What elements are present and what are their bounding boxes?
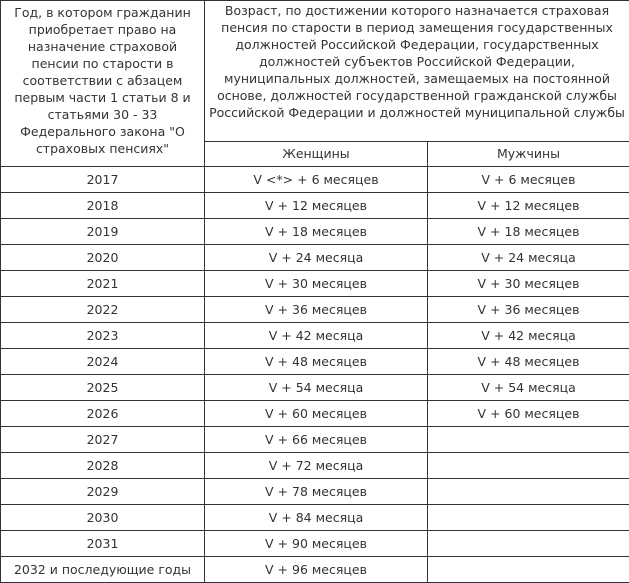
men-cell [428,479,629,505]
men-cell: V + 24 месяца [428,245,629,271]
table-row [1,401,629,427]
men-cell: V + 54 месяца [428,375,629,401]
men-cell: V + 6 месяцев [428,167,629,193]
table-row [1,167,629,193]
men-cell: V + 48 месяцев [428,349,629,375]
year-cell: 2031 [1,531,205,557]
year-cell: 2030 [1,505,205,531]
year-cell: 2023 [1,323,205,349]
year-cell: 2024 [1,349,205,375]
women-column-header: Женщины [205,141,428,166]
year-column-header: Год, в котором гражданин приобретает право на назначение страховой пенсии по старости в соответствии с абзацем первым части 1 статьи 8 и статьями 30 - 33 Федерального закона "О страховых пенсиях" [1,1,205,167]
women-cell: V + 84 месяца [205,505,428,531]
women-cell: V + 72 месяца [205,453,428,479]
table-row [1,245,629,271]
year-cell: 2028 [1,453,205,479]
women-cell: V + 36 месяцев [205,297,428,323]
women-cell: V + 12 месяцев [205,193,428,219]
women-cell: V + 48 месяцев [205,349,428,375]
men-cell: V + 42 месяца [428,323,629,349]
women-cell: V + 42 месяца [205,323,428,349]
women-cell: V + 60 месяцев [205,401,428,427]
table-row [1,271,629,297]
men-column-header: Мужчины [428,141,629,166]
women-cell: V + 90 месяцев [205,531,428,557]
year-cell: 2022 [1,297,205,323]
table-row [1,427,629,453]
men-cell [428,427,629,453]
table-row [1,453,629,479]
year-cell: 2019 [1,219,205,245]
table-row [1,531,629,557]
men-cell [428,453,629,479]
men-cell: V + 18 месяцев [428,219,629,245]
year-cell: 2029 [1,479,205,505]
table-row [1,349,629,375]
table-row [1,375,629,401]
men-cell: V + 30 месяцев [428,271,629,297]
age-column-header: Возраст, по достижении которого назначается страховая пенсия по старости в период замещения государственных должностей Российской Федерации, государственных должностей субъектов Российской Федерации, муниципальных должностей, замещаемых на постоянной основе, должностей государственной гражданской службы Российской Федерации и должностей муниципальной службы [205,1,629,142]
women-cell: V + 78 месяцев [205,479,428,505]
men-cell: V + 60 месяцев [428,401,629,427]
table-row [1,219,629,245]
table-row [1,297,629,323]
year-cell: 2017 [1,167,205,193]
women-cell: V + 66 месяцев [205,427,428,453]
women-cell: V + 18 месяцев [205,219,428,245]
year-cell: 2020 [1,245,205,271]
table-row [1,323,629,349]
year-cell: 2018 [1,193,205,219]
table-row [1,193,629,219]
year-cell: 2032 и последующие годы [1,557,205,583]
women-cell: V + 54 месяца [205,375,428,401]
year-cell: 2021 [1,271,205,297]
women-cell: V + 30 месяцев [205,271,428,297]
table-row [1,557,629,583]
men-cell [428,505,629,531]
year-cell: 2027 [1,427,205,453]
men-cell [428,531,629,557]
table-row [1,479,629,505]
men-cell: V + 12 месяцев [428,193,629,219]
table-row [1,505,629,531]
men-cell: V + 36 месяцев [428,297,629,323]
men-cell [428,557,629,583]
women-cell: V + 24 месяца [205,245,428,271]
year-cell: 2026 [1,401,205,427]
women-cell: V + 96 месяцев [205,557,428,583]
year-cell: 2025 [1,375,205,401]
women-cell: V <*> + 6 месяцев [205,167,428,193]
